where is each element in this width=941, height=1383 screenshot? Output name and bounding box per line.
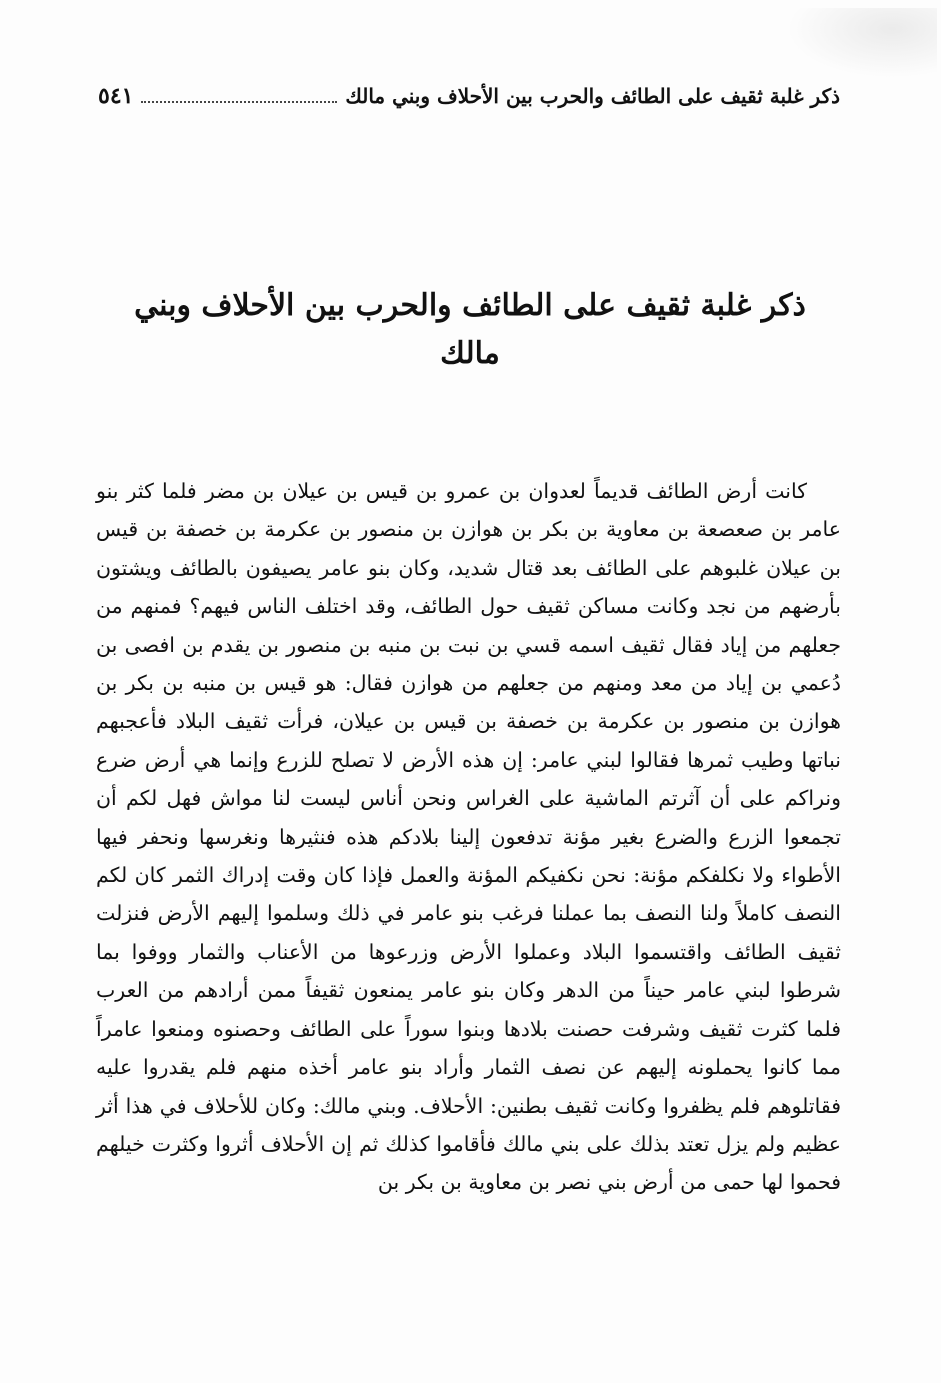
header-leader-dots [141, 89, 337, 103]
scan-artifact [787, 8, 937, 78]
page-number: ٥٤١ [98, 83, 134, 109]
running-title: ذكر غلبة ثقيف على الطائف والحرب بين الأحلاف وبني مالك [345, 84, 840, 108]
chapter-title: ذكر غلبة ثقيف على الطائف والحرب بين الأحلاف وبني مالك [134, 288, 806, 371]
body-paragraph-text: كانت أرض الطائف قديماً لعدوان بن عمرو بن قيس بن عيلان بن مضر فلما كثر بنو عامر بن صعصعة بن معاوية بن بكر بن هوازن بن منصور بن عكرمة بن خصفة بن قيس بن عيلان غلبوهم على الطائف بعد قتال شديد، وكان بنو عامر يصيفون بالطائف ويشتون بأرضهم من نجد وكانت مساكن ثقيف حول الطائف، وقد اختلف الناس فيهم؟ فمنهم من جعلهم من إياد فقال ثقيف اسمه قسي بن نبت بن منبه بن منصور بن يقدم بن افصى بن دُعمي بن إياد من معد ومنهم من جعلهم من هوازن فقال: هو قيس بن منبه بن بكر بن هوازن بن منصور بن عكرمة بن خصفة بن قيس بن عيلان، فرأت ثقيف البلاد فأعجبهم نباتها وطيب ثمرها فقالوا لبني عامر: إن هذه الأرض لا تصلح للزرع وإنما هي أرض ضرع ونراكم على أن آثرتم الماشية على الغراس ونحن أناس ليست لنا مواش فهل لكم أن تجمعوا الزرع والضرع بغير مؤنة تدفعون إلينا بلادكم هذه فنثيرها ونغرسها ونحفر فيها الأطواء ولا نكلفكم مؤنة: نحن نكفيكم المؤنة والعمل فإذا كان وقت إدراك الثمر كان لكم النصف كاملاً ولنا النصف بما عملنا فرغب بنو عامر في ذلك وسلموا إليهم الأرض فنزلت ثقيف الطائف واقتسموا البلاد وعملوا الأرض وزرعوها من الأعناب والثمار ووفوا بما شرطوا لبني عامر حيناً من الدهر وكان بنو عامر يمنعون ثقيفاً ممن أرادهم من العرب فلما كثرت ثقيف وشرفت حصنت بلادها وبنوا سوراً على الطائف وحصنوه ومنعوا عامراً مما كانوا يحملونه إليهم عن نصف الثمار وأراد بنو عامر أخذه منهم فلم يقدروا عليه فقاتلوهم فلم يظفروا وكانت ثقيف بطنين: الأحلاف. وبني مالك: وكان للأحلاف في هذا أثر عظيم ولم يزل تعتد بذلك على بني مالك فأقاموا كذلك ثم إن الأحلاف أثروا وكثرت خيلهم فحموا لها حمى من أرض بني نصر بن معاوية بن بكر بن [96, 479, 841, 1195]
page-header [98, 76, 840, 116]
body-text-block [96, 472, 841, 1202]
body-paragraph [96, 472, 841, 1202]
